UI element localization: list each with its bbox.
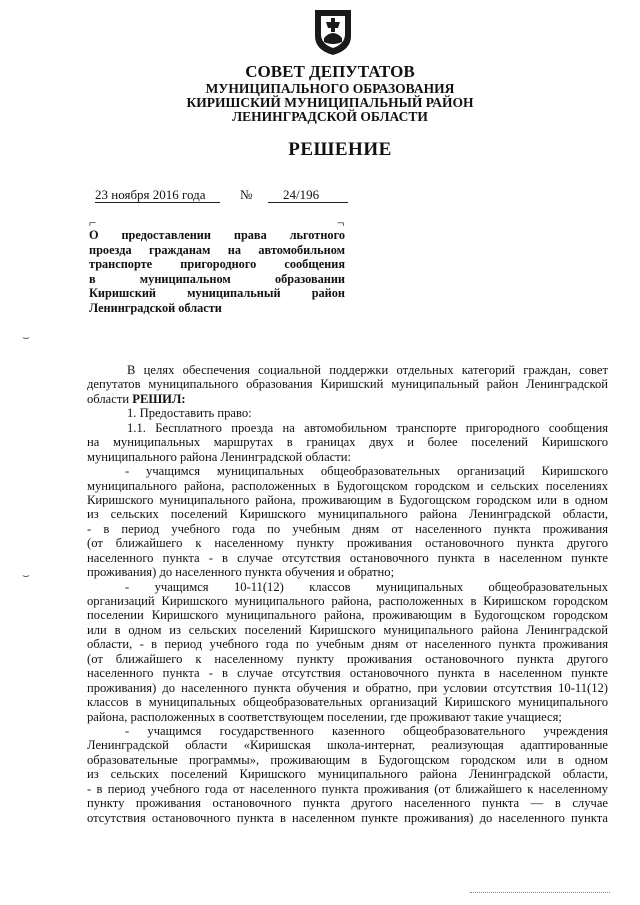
body-line: классов в муниципальных общеобразовательных организаций Киришского муниципального (87, 695, 608, 710)
body-line: из сельских поселений Киришского муниципального района Ленинградской области, (87, 507, 608, 522)
body-line: пункту проживания остановочного пункта другого населенного пункта — в случае (87, 796, 608, 811)
subject-line: проезда гражданам на автомобильном (89, 242, 345, 257)
body-line: района, расположенных в соответствующем поселении, где проживают такие учащиеся; (87, 709, 562, 724)
decision-body (87, 363, 608, 825)
body-line: Ленинградской области «Киришская школа-интернат, реализующая адаптированные (87, 738, 608, 753)
footer-dotted-rule (470, 892, 610, 894)
subject-line: Ленинградской области (89, 300, 222, 315)
council-title: СОВЕТ ДЕПУТАТОВ (245, 62, 415, 81)
subject-line: транспорте пригородного сообщения (89, 257, 345, 272)
body-line: муниципального района, расположенных в Будогощском городском и сельских поселениях (87, 478, 608, 493)
number-sign: № (240, 187, 253, 202)
decision-date: 23 ноября 2016 года (95, 187, 206, 202)
body-line: 1. Предоставить право: (127, 406, 252, 421)
scan-artifact: ⌣ (22, 568, 30, 582)
coat-of-arms-emblem (312, 8, 354, 56)
body-line: на муниципальных маршрутах в границах двух и более поселений Киришского (87, 435, 608, 450)
body-line: В целях обеспечения социальной поддержки отдельных категорий граждан, совет (127, 363, 608, 377)
body-line: проживания) до населенного пункта обучения и обратно; (87, 565, 395, 580)
subject-line: в муниципальном образовании (89, 271, 345, 286)
corner-mark-left: ⌐ (89, 215, 97, 230)
header-line-3: ЛЕНИНГРАДСКОЙ ОБЛАСТИ (232, 109, 428, 124)
body-line: муниципального района Ленинградской области: (87, 449, 352, 464)
body-line: - учащимся муниципальных общеобразовательных организаций Киришского (125, 464, 608, 479)
body-line: области РЕШИЛ: (87, 391, 186, 406)
body-line: - учащимся государственного казенного общеобразовательного учреждения (125, 723, 608, 738)
body-line: - в период учебного года по учебным дням от населенного пункта проживания (87, 521, 608, 536)
scan-artifact: ⌣ (22, 330, 30, 344)
body-line: области, - в период учебного года по учебным дням от населенного пункта проживания (87, 637, 608, 652)
body-line: Киришского муниципального района, проживающим в Будогощском городском или в одном (87, 492, 608, 507)
body-line: (от ближайшего к населенному пункту проживания остановочного пункта другого (87, 651, 608, 666)
body-line: поселении Киришского муниципального района, проживающим в Будогощском городском (87, 608, 608, 623)
body-line: проживания) до населенного пункта обучения и обратно, при условии отсутствия 10-11(12) (87, 680, 608, 695)
number-underline (268, 202, 348, 203)
body-line: - в период учебного года от населенного пункта проживания (от ближайшего к населенному (87, 781, 608, 796)
document-type-title: РЕШЕНИЕ (288, 139, 392, 160)
body-line: или в одном из сельских поселений Киришского муниципального района Ленинградской (87, 622, 608, 637)
body-line: (от ближайшего к населенному пункту проживания остановочного пункта другого (87, 536, 608, 551)
body-line: образовательные программы», проживающим в Будогощском городском или в одном (87, 752, 608, 767)
subject-line: Киришский муниципальный район (89, 286, 345, 301)
body-line: из сельских поселений Киришского муниципального района Ленинградской области, (87, 767, 608, 782)
body-line: - учащимся 10-11(12) классов муниципальных общеобразовательных (125, 579, 608, 594)
corner-mark-right: ¬ (337, 215, 345, 230)
decision-number: 24/196 (283, 187, 320, 202)
subject-line: О предоставлении права льготного (89, 228, 345, 242)
date-underline (95, 202, 220, 203)
body-line: отсутствия остановочного пункта в населенном пункте проживания) до населенного пункта (87, 810, 608, 825)
header-line-2: КИРИШСКИЙ МУНИЦИПАЛЬНЫЙ РАЙОН (186, 95, 474, 110)
body-line: населенного пункта - в случае отсутствия остановочного пункта в населенном пункте (87, 550, 608, 565)
body-line: 1.1. Бесплатного проезда на автомобильном транспорте пригородного сообщения (127, 420, 608, 435)
decision-subject (89, 228, 345, 316)
body-line: организаций Киришского муниципального района, расположенных в Киришском городском (87, 594, 608, 608)
body-line: депутатов муниципального образования Киришский муниципальный район Ленинградской (87, 377, 608, 392)
resolved-keyword: РЕШИЛ: (132, 391, 186, 406)
body-line: населенного пункта - в случае отсутствия остановочного пункта в населенном пункте (87, 666, 608, 681)
header-line-1: МУНИЦИПАЛЬНОГО ОБРАЗОВАНИЯ (205, 81, 455, 96)
